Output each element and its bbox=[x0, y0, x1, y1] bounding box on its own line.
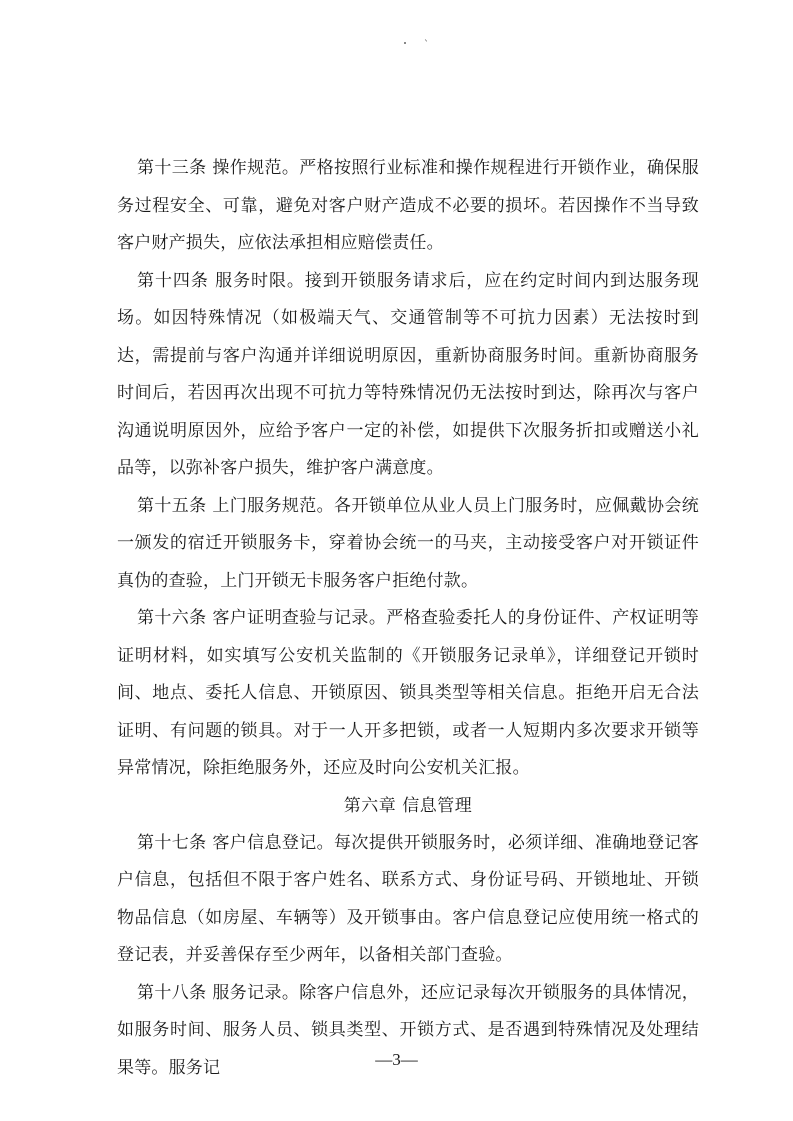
page-number: —3— bbox=[375, 1050, 418, 1069]
scan-dot bbox=[404, 42, 406, 44]
chapter-title: 第六章 信息管理 bbox=[343, 795, 473, 816]
article-15: 第十五条 上门服务规范。各开锁单位从业人员上门服务时，应佩戴协会统一颁发的宿迁开锁服务卡，穿着协会统一的马夹，主动接受客户对开锁证件真伪的查验，上门开锁无卡服务客户拒绝付款。 bbox=[117, 495, 699, 591]
article-14: 第十四条 服务时限。接到开锁服务请求后，应在约定时间内到达服务现场。如因特殊情况（如极端天气、交通管制等不可抗力因素）无法按时到达，需提前与客户沟通并详细说明原因，重新协商服务时间。重新协商服务时间后，若因再次出现不可抗力等特殊情况仍无法按时到达，除再次与客户沟通说明原因外，应给予客户一定的补偿，如提供下次服务折扣或赠送小礼品等，以弥补客户损失，维护客户满意度。 bbox=[117, 270, 699, 478]
document-body bbox=[117, 150, 699, 1087]
article-18: 第十八条 服务记录。除客户信息外，还应记录每次开锁服务的具体情况，如服务时间、服务人员、锁具类型、开锁方式、是否遇到特殊情况及处理结果等。服务记 bbox=[117, 982, 699, 1078]
article-13: 第十三条 操作规范。严格按照行业标准和操作规程进行开锁作业，确保服务过程安全、可靠，避免对客户财产造成不必要的损坏。若因操作不当导致客户财产损失，应依法承担相应赔偿责任。 bbox=[117, 158, 699, 253]
article-17: 第十七条 客户信息登记。每次提供开锁服务时，必须详细、准确地登记客户信息，包括但不限于客户姓名、联系方式、身份证号码、开锁地址、开锁物品信息（如房屋、车辆等）及开锁事由。客户信息登记应使用统一格式的登记表，并妥善保存至少两年，以备相关部门查验。 bbox=[117, 832, 699, 965]
article-16: 第十六条 客户证明查验与记录。严格查验委托人的身份证件、产权证明等证明材料，如实填写公安机关监制的《开锁服务记录单》，详细登记开锁时间、地点、委托人信息、开锁原因、锁具类型等相关信息。拒绝开启无合法证明、有问题的锁具。对于一人开多把锁，或者一人短期内多次要求开锁等异常情况，除拒绝服务外，还应及时向公安机关汇报。 bbox=[117, 608, 699, 778]
scan-mark: ` bbox=[424, 40, 429, 51]
